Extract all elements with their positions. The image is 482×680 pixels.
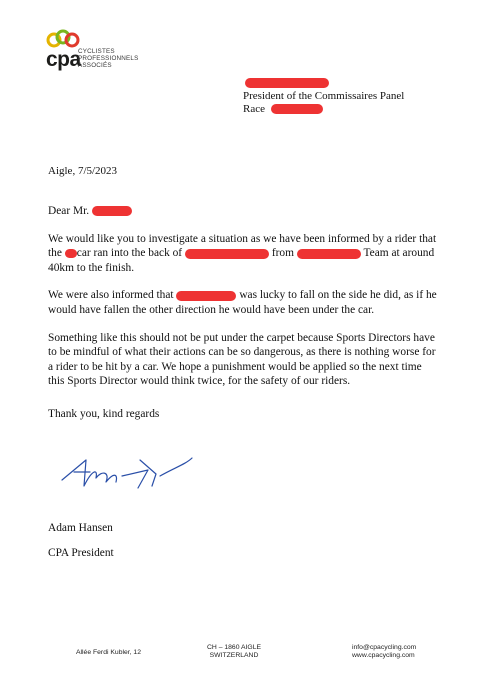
redaction: [92, 206, 132, 216]
cpa-logo: [46, 28, 206, 80]
cpa-wheels-icon: [46, 28, 80, 50]
signer-name: Adam Hansen: [48, 522, 113, 534]
redaction: [65, 249, 77, 258]
redaction: [185, 249, 269, 259]
redaction: [245, 78, 329, 88]
salutation: Dear Mr.: [48, 204, 440, 219]
paragraph-1: We would like you to investigate a situation as we have been informed by a rider that the car ran into the back of from Team at around 40km to the finish.: [48, 232, 437, 274]
redaction: [297, 249, 361, 259]
recipient-race: Race: [243, 103, 404, 116]
recipient-title: President of the Commissaires Panel: [243, 90, 405, 102]
redaction: [176, 291, 236, 301]
letter-body: [48, 204, 440, 435]
redaction: [271, 104, 323, 114]
signer-title: CPA President: [48, 547, 114, 559]
paragraph-3: Something like this should not be put under the carpet because Sports Directors have to be mindful of what their actions can be so dangerous, as there is nothing worse for a rider to be hit by a car. We hope a punishment would be applied so the next time this Sports Director would think twice, for the safety of our riders.: [48, 331, 436, 388]
logo-abbrev: cpa: [46, 48, 81, 71]
closing: Thank you, kind regards: [48, 407, 160, 420]
handwritten-signature: [56, 450, 196, 500]
recipient-block: [243, 90, 404, 116]
letter-date: Aigle, 7/5/2023: [48, 165, 118, 177]
paragraph-2: We were also informed that was lucky to fall on the side he did, as if he would have fallen the other direction he would have been under the car.: [48, 289, 437, 316]
footer-address: Allée Ferdi Kubler, 12: [76, 649, 141, 656]
footer-contact: info@cpacycling.com www.cpacycling.com: [352, 644, 417, 659]
footer-city: CH – 1860 AIGLE SWITZERLAND: [206, 644, 262, 659]
logo-fullname: CYCLISTES PROFESSIONNELS ASSOCIÉS: [78, 48, 139, 70]
